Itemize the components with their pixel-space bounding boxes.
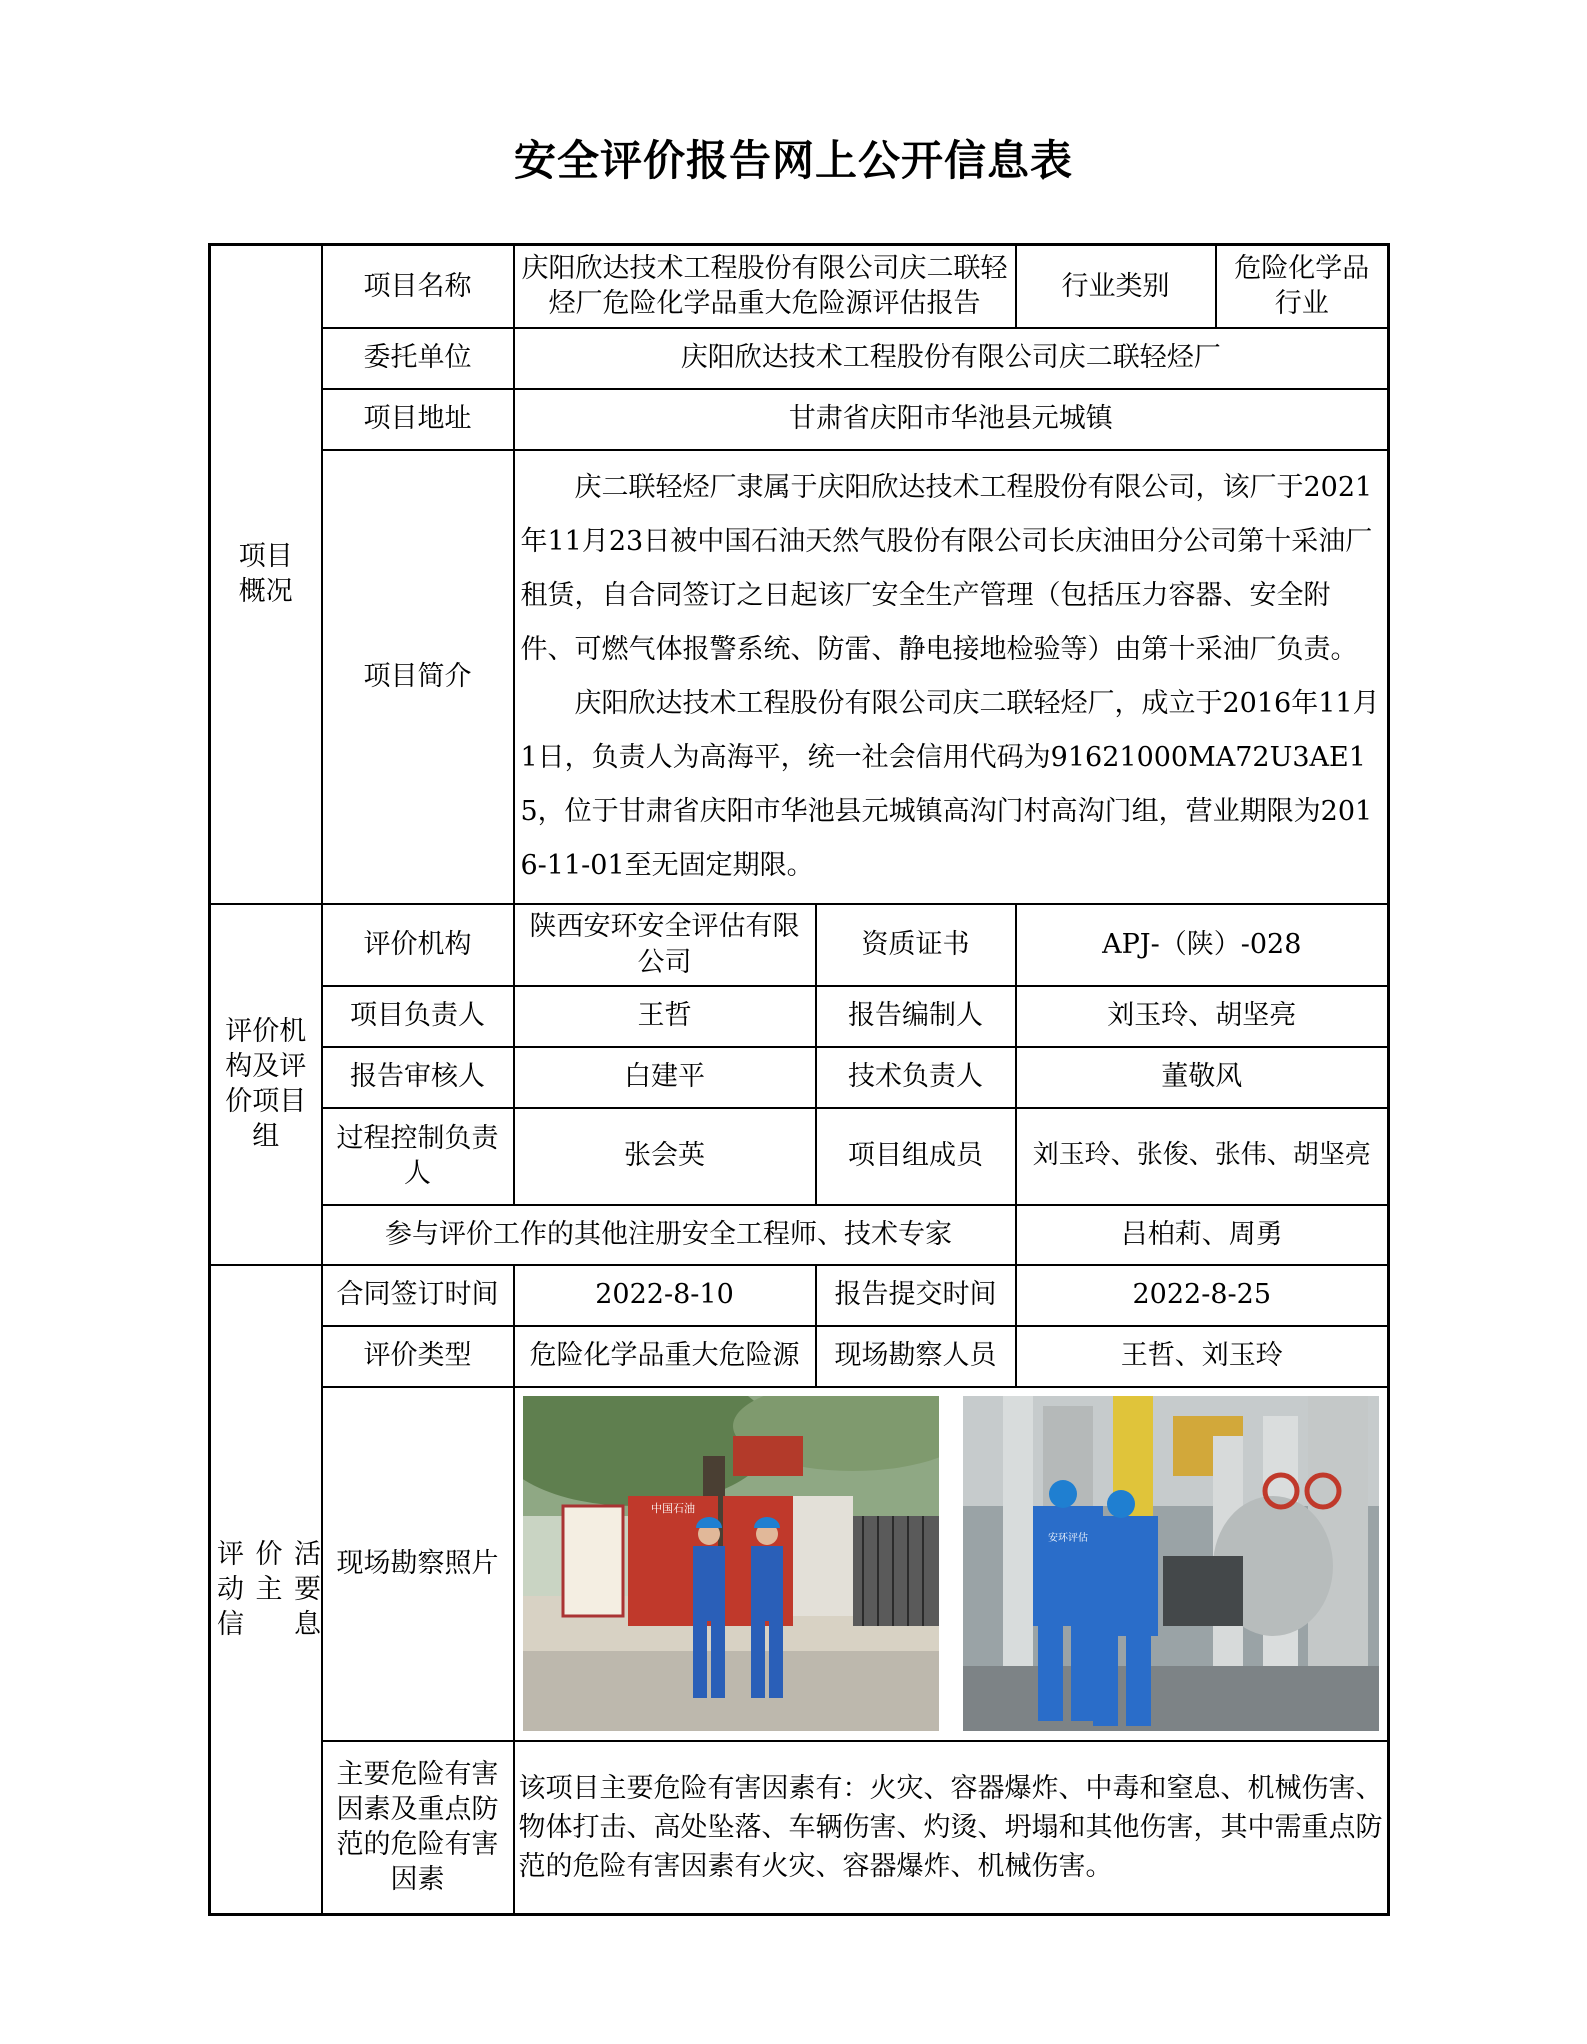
cert-value: APJ-（陕）-028 <box>1016 904 1389 986</box>
submit-value: 2022-8-25 <box>1016 1265 1389 1326</box>
site-photo-equipment <box>963 1396 1379 1731</box>
intro-text <box>514 450 1389 904</box>
section-activity-label: 评价活动主要信息 <box>210 1265 322 1915</box>
project-name-label: 项目名称 <box>322 245 514 328</box>
leader-value: 王哲 <box>514 986 816 1047</box>
info-table <box>208 243 1390 1916</box>
intro-label: 项目简介 <box>322 450 514 904</box>
client-label: 委托单位 <box>322 328 514 389</box>
submit-label: 报告提交时间 <box>816 1265 1016 1326</box>
writer-value: 刘玉玲、胡坚亮 <box>1016 986 1389 1047</box>
process-label: 过程控制负责人 <box>322 1108 514 1205</box>
industry-label: 行业类别 <box>1016 245 1216 328</box>
section-agency-label: 评价机构及评价项目组 <box>210 904 322 1265</box>
contract-label: 合同签订时间 <box>322 1265 514 1326</box>
industry-value: 危险化学品行业 <box>1216 245 1389 328</box>
writer-label: 报告编制人 <box>816 986 1016 1047</box>
address-value: 甘肃省庆阳市华池县元城镇 <box>514 389 1389 450</box>
hazard-label: 主要危险有害因素及重点防范的危险有害因素 <box>322 1741 514 1915</box>
client-value: 庆阳欣达技术工程股份有限公司庆二联轻烃厂 <box>514 328 1389 389</box>
cert-label: 资质证书 <box>816 904 1016 986</box>
photos-cell <box>514 1387 1389 1741</box>
photo1-sign-text: 中国石油 <box>650 1502 695 1515</box>
contract-value: 2022-8-10 <box>514 1265 816 1326</box>
type-value: 危险化学品重大危险源 <box>514 1326 816 1387</box>
surveyors-value: 王哲、刘玉玲 <box>1016 1326 1389 1387</box>
intro-paragraph-2: 庆阳欣达技术工程股份有限公司庆二联轻烃厂，成立于2016年11月1日，负责人为高海平，统一社会信用代码为91621000MA72U3AE15，位于甘肃省庆阳市华池县元城镇高沟门村高沟门组，营业期限为2016-11-01至无固定期限。 <box>520 687 1380 881</box>
project-name-value: 庆阳欣达技术工程股份有限公司庆二联轻烃厂危险化学品重大危险源评估报告 <box>514 245 1016 328</box>
reviewer-value: 白建平 <box>514 1047 816 1108</box>
address-label: 项目地址 <box>322 389 514 450</box>
site-photo-entrance <box>523 1396 939 1731</box>
others-label: 参与评价工作的其他注册安全工程师、技术专家 <box>322 1205 1016 1265</box>
intro-paragraph-1: 庆二联轻烃厂隶属于庆阳欣达技术工程股份有限公司，该厂于2021年11月23日被中国石油天然气股份有限公司长庆油田分公司第十采油厂租赁，自合同签订之日起该厂安全生产管理（包括压力容器、安全附件、可燃气体报警系统、防雷、静电接地检验等）由第十采油厂负责。 <box>520 471 1373 665</box>
members-label: 项目组成员 <box>816 1108 1016 1205</box>
agency-value: 陕西安环安全评估有限公司 <box>514 904 816 986</box>
page-title: 安全评价报告网上公开信息表 <box>513 136 1073 185</box>
type-label: 评价类型 <box>322 1326 514 1387</box>
section-overview-label: 项目概况 <box>210 245 322 904</box>
tech-label: 技术负责人 <box>816 1047 1016 1108</box>
photos-label: 现场勘察照片 <box>322 1387 514 1741</box>
hazard-value: 该项目主要危险有害因素有：火灾、容器爆炸、中毒和窒息、机械伤害、物体打击、高处坠落、车辆伤害、灼烫、坍塌和其他伤害，其中需重点防范的危险有害因素有火灾、容器爆炸、机械伤害。 <box>514 1741 1389 1915</box>
leader-label: 项目负责人 <box>322 986 514 1047</box>
others-value: 吕柏莉、周勇 <box>1016 1205 1389 1265</box>
members-value: 刘玉玲、张俊、张伟、胡坚亮 <box>1016 1108 1389 1205</box>
reviewer-label: 报告审核人 <box>322 1047 514 1108</box>
tech-value: 董敬风 <box>1016 1047 1389 1108</box>
agency-label: 评价机构 <box>322 904 514 986</box>
process-value: 张会英 <box>514 1108 816 1205</box>
photo2-uniform-text: 安环评估 <box>1048 1533 1088 1544</box>
surveyors-label: 现场勘察人员 <box>816 1326 1016 1387</box>
